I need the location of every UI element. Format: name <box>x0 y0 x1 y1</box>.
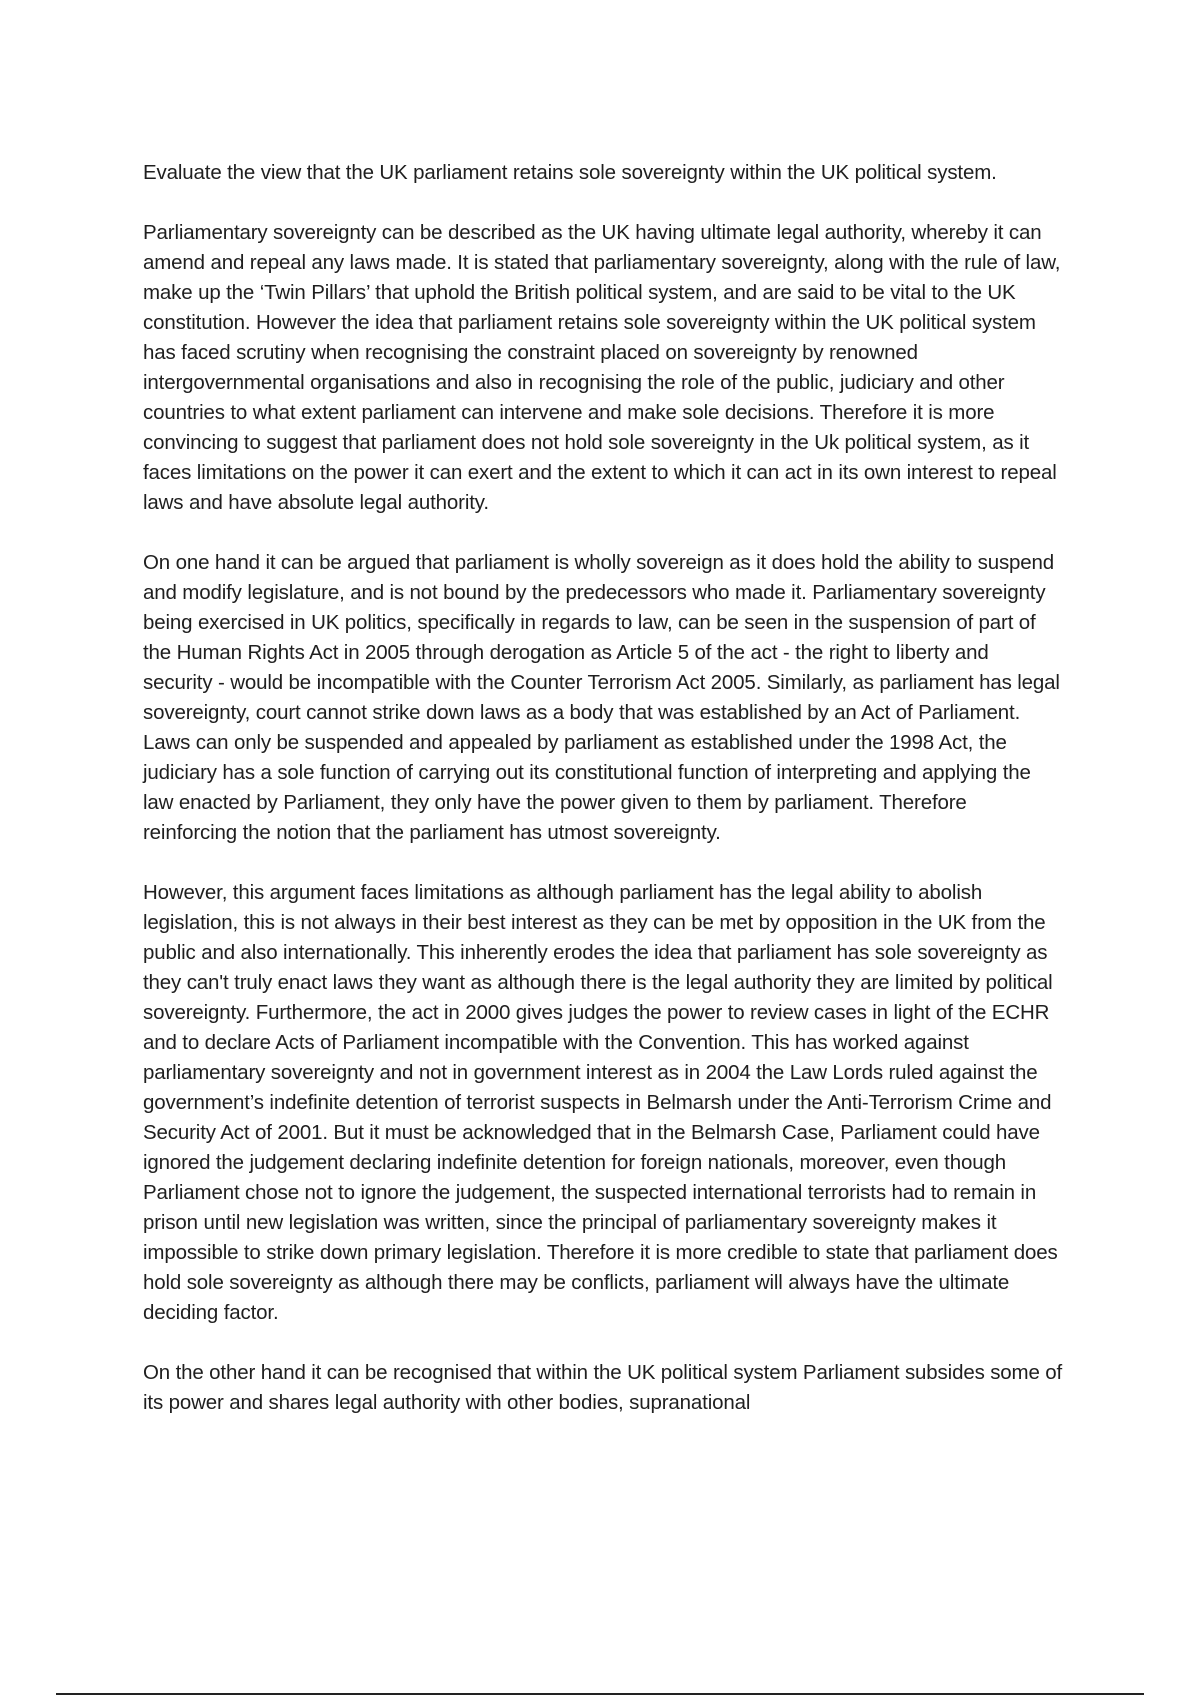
paragraph-argument-for: On one hand it can be argued that parliament is wholly sovereign as it does hold the ability to suspend and modify legislature, and is not bound by the predecessors who made it. Parliamentary sovereignty being exercised in UK politics, specifically in regards to law, can be seen in the suspension of part of the Human Rights Act in 2005 through derogation as Article 5 of the act - the right to liberty and security - would be incompatible with the Counter Terrorism Act 2005. Similarly, as parliament has legal sovereignty, court cannot strike down laws as a body that was established by an Act of Parliament. Laws can only be suspended and appealed by parliament as established under the 1998 Act, the judiciary has a sole function of carrying out its constitutional function of interpreting and applying the law enacted by Parliament, they only have the power given to them by parliament. Therefore reinforcing the notion that the parliament has utmost sovereignty. <box>143 551 1060 844</box>
paragraph-introduction: Parliamentary sovereignty can be described as the UK having ultimate legal authority, whereby it can amend and repeal any laws made. It is stated that parliamentary sovereignty, along with the rule of law, make up the ‘Twin Pillars’ that uphold the British political system, and are said to be vital to the UK constitution. However the idea that parliament retains sole sovereignty within the UK political system has faced scrutiny when recognising the constraint placed on sovereignty by renowned intergovernmental organisations and also in recognising the role of the public, judiciary and other countries to what extent parliament can intervene and make sole decisions. Therefore it is more convincing to suggest that parliament does not hold sole sovereignty in the Uk political system, as it faces limitations on the power it can exert and the extent to which it can act in its own interest to repeal laws and have absolute legal authority. <box>143 221 1061 514</box>
document-page <box>143 158 1063 1448</box>
essay-question: Evaluate the view that the UK parliament retains sole sovereignty within the UK political system. <box>143 161 997 184</box>
page-bottom-divider <box>56 1693 1144 1695</box>
paragraph-counter-argument: However, this argument faces limitations as although parliament has the legal ability to abolish legislation, this is not always in their best interest as they can be met by opposition in the UK from the public and also internationally. This inherently erodes the idea that parliament has sole sovereignty as they can't truly enact laws they want as although there is the legal authority they are limited by political sovereignty. Furthermore, the act in 2000 gives judges the power to review cases in light of the ECHR and to declare Acts of Parliament incompatible with the Convention. This has worked against parliamentary sovereignty and not in government interest as in 2004 the Law Lords ruled against the government’s indefinite detention of terrorist suspects in Belmarsh under the Anti-Terrorism Crime and Security Act of 2001. But it must be acknowledged that in the Belmarsh Case, Parliament could have ignored the judgement declaring indefinite detention for foreign nationals, moreover, even though Parliament chose not to ignore the judgement, the suspected international terrorists had to remain in prison until new legislation was written, since the principal of parliamentary sovereignty makes it impossible to strike down primary legislation. Therefore it is more credible to state that parliament does hold sole sovereignty as although there may be conflicts, parliament will always have the ultimate deciding factor. <box>143 881 1058 1324</box>
paragraph-other-hand: On the other hand it can be recognised that within the UK political system Parliament subsides some of its power and shares legal authority with other bodies, supranational <box>143 1361 1063 1414</box>
